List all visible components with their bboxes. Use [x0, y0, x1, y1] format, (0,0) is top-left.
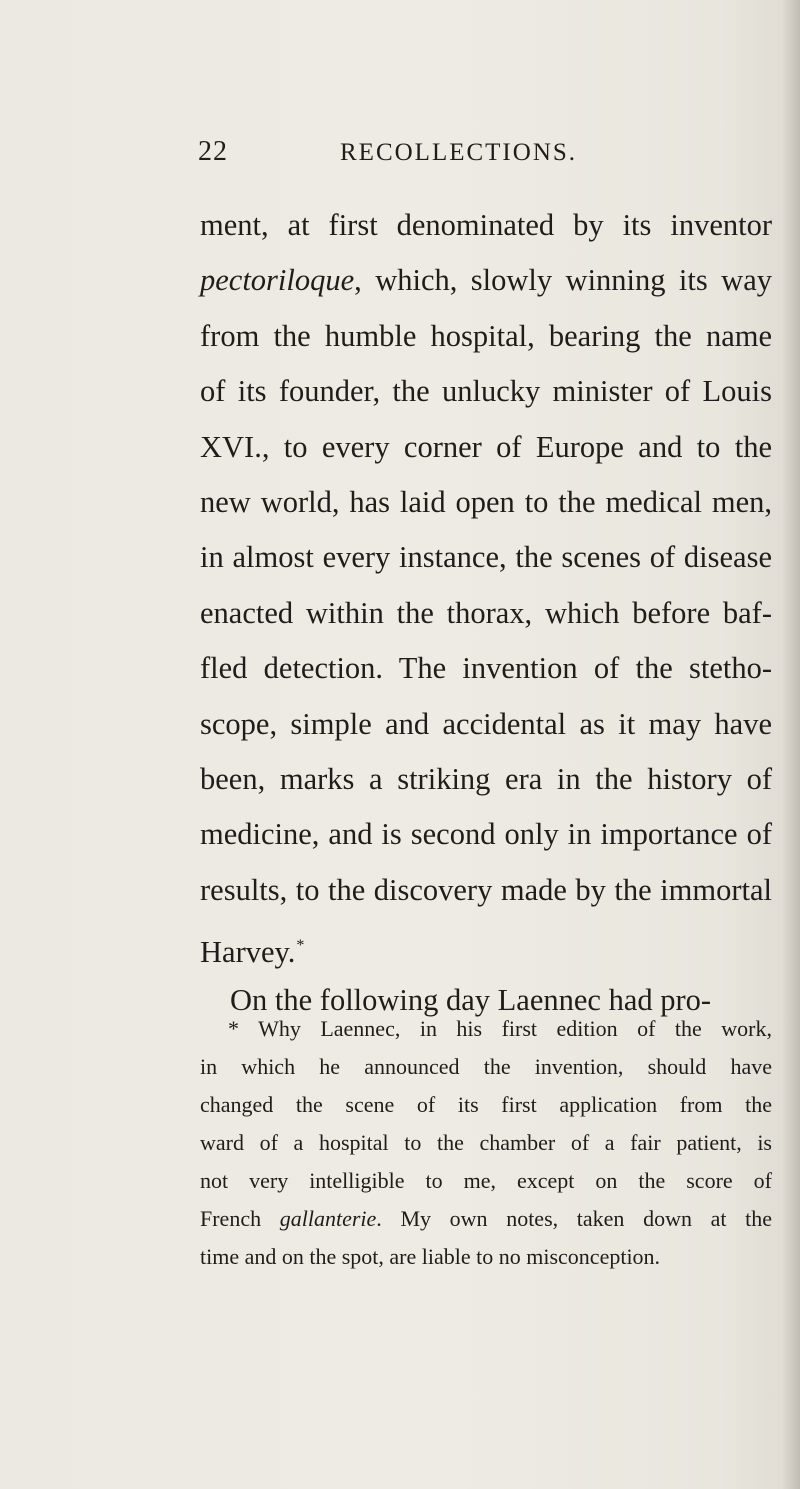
- text-line-4: of its founder, the unlucky minister of Louis: [200, 374, 772, 409]
- text-line-5: XVI., to every corner of Europe and to the: [200, 429, 772, 464]
- text-line-9: fled detection. The invention of the stetho-: [200, 651, 772, 686]
- footnote-marker: *: [296, 937, 305, 955]
- footnote: [200, 1010, 772, 1276]
- footnote-line-3: changed the scene of its first application from the: [200, 1092, 772, 1117]
- text-line-8: enacted within the thorax, which before baf-: [200, 595, 772, 630]
- main-text: [200, 198, 772, 1029]
- text-line-12: medicine, and is second only in importance of: [200, 817, 772, 852]
- text-line-3: from the humble hospital, bearing the name: [200, 318, 772, 353]
- italic-term: pectoriloque: [200, 263, 355, 298]
- running-head: RECOLLECTIONS.: [340, 139, 578, 166]
- text-line-10: scope, simple and accidental as it may have: [200, 706, 772, 741]
- page-header: [198, 136, 578, 172]
- text-line-13: results, to the discovery made by the immortal: [200, 872, 772, 907]
- paragraph-2-line-1: On the following day Laennec had pro-: [230, 983, 712, 1018]
- footnote-line-5: not very intelligible to me, except on the score of: [200, 1168, 772, 1193]
- page-edge-shadow: [782, 0, 800, 1489]
- text-line-11: been, marks a striking era in the history of: [200, 761, 772, 796]
- italic-term: gallanterie: [279, 1206, 377, 1231]
- text-line-14: Harvey.*: [200, 935, 305, 970]
- footnote-line-6: French gallanterie. My own notes, taken down at the: [200, 1206, 773, 1231]
- footnote-line-4: ward of a hospital to the chamber of a fair patient, is: [200, 1130, 772, 1155]
- text-line-7: in almost every instance, the scenes of disease: [200, 540, 772, 575]
- text-line-1: ment, at first denominated by its inventor: [200, 208, 772, 242]
- text-line-6: new world, has laid open to the medical men,: [200, 484, 772, 519]
- text-line-2: pectoriloque, which, slowly winning its way: [200, 263, 772, 298]
- footnote-line-2: in which he announced the invention, should have: [200, 1054, 772, 1079]
- page-number: 22: [198, 136, 228, 167]
- footnote-line-1: * Why Laennec, in his first edition of the work,: [228, 1016, 772, 1041]
- footnote-line-7: time and on the spot, are liable to no misconception.: [200, 1244, 661, 1269]
